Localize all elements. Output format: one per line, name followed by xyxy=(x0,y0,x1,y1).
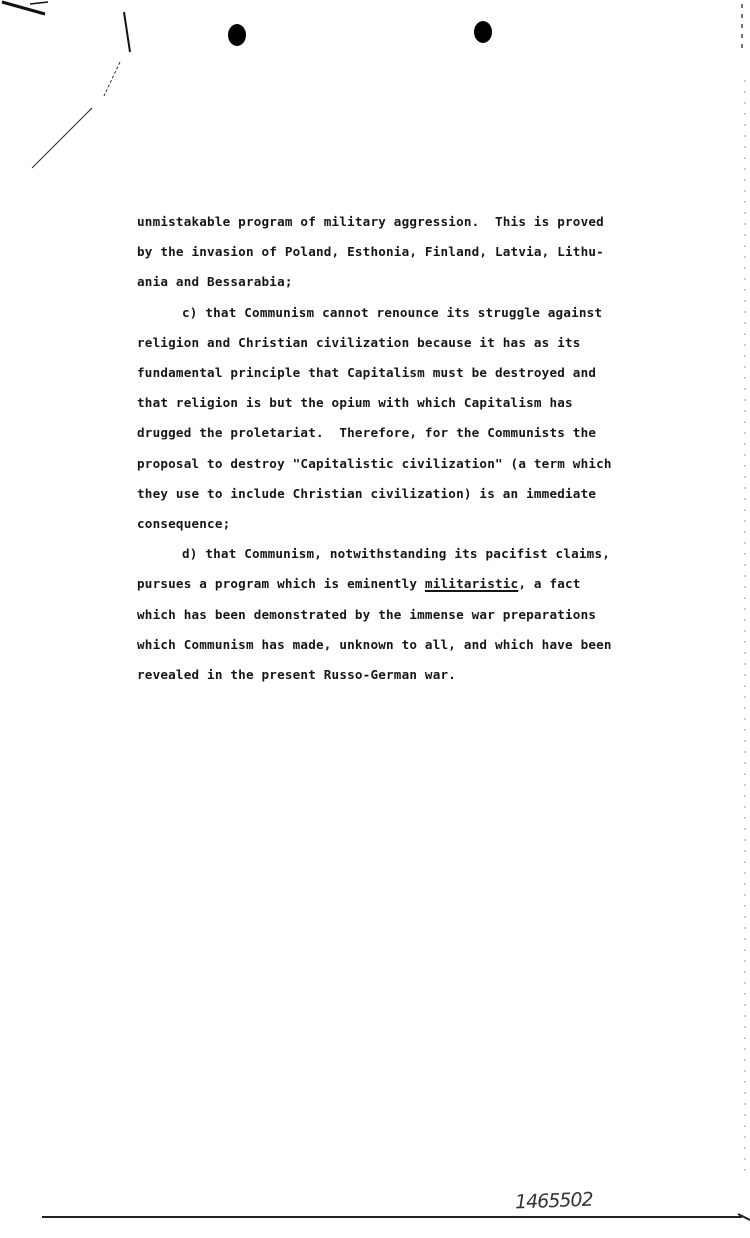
text-line: by the invasion of Poland, Esthonia, Finland, Latvia, Lithu- xyxy=(137,244,604,260)
text-line: religion and Christian civilization because it has as its xyxy=(137,334,581,350)
right-edge-marks xyxy=(736,0,750,1238)
text-line: c) that Communism cannot renounce its struggle against xyxy=(182,304,603,320)
text-line: revealed in the present Russo-German war. xyxy=(137,667,457,683)
text-segment: pursues a program which is eminently xyxy=(137,576,425,592)
bottom-rule xyxy=(42,1216,742,1218)
text-line: which has been demonstrated by the immense war preparations xyxy=(137,606,597,622)
text-line: drugged the proletariat. Therefore, for the Communists the xyxy=(137,425,597,441)
underlined-word: militaristic xyxy=(424,576,519,592)
text-line: they use to include Christian civilization) is an immediate xyxy=(137,485,597,501)
text-line-militaristic xyxy=(137,569,697,599)
text-line: d) that Communism, notwithstanding its pacifist claims, xyxy=(182,546,611,562)
punch-hole-left xyxy=(228,24,246,46)
text-line: unmistakable program of military aggression. This is proved xyxy=(137,214,604,229)
scan-edge-line xyxy=(20,0,140,175)
text-line: ania and Bessarabia; xyxy=(137,274,293,290)
text-line: that religion is but the opium with which Capitalism has xyxy=(137,395,573,411)
text-line: which Communism has made, unknown to all, and which have been xyxy=(137,636,612,652)
document-body xyxy=(137,207,697,690)
document-number-stamp: 1465502 xyxy=(514,1188,593,1214)
punch-hole-right xyxy=(474,21,492,43)
text-line: consequence; xyxy=(137,516,231,532)
text-line: proposal to destroy "Capitalistic civilization" (a term which xyxy=(137,455,612,471)
text-segment: , a fact xyxy=(518,576,581,592)
text-line: fundamental principle that Capitalism must be destroyed and xyxy=(137,365,597,381)
